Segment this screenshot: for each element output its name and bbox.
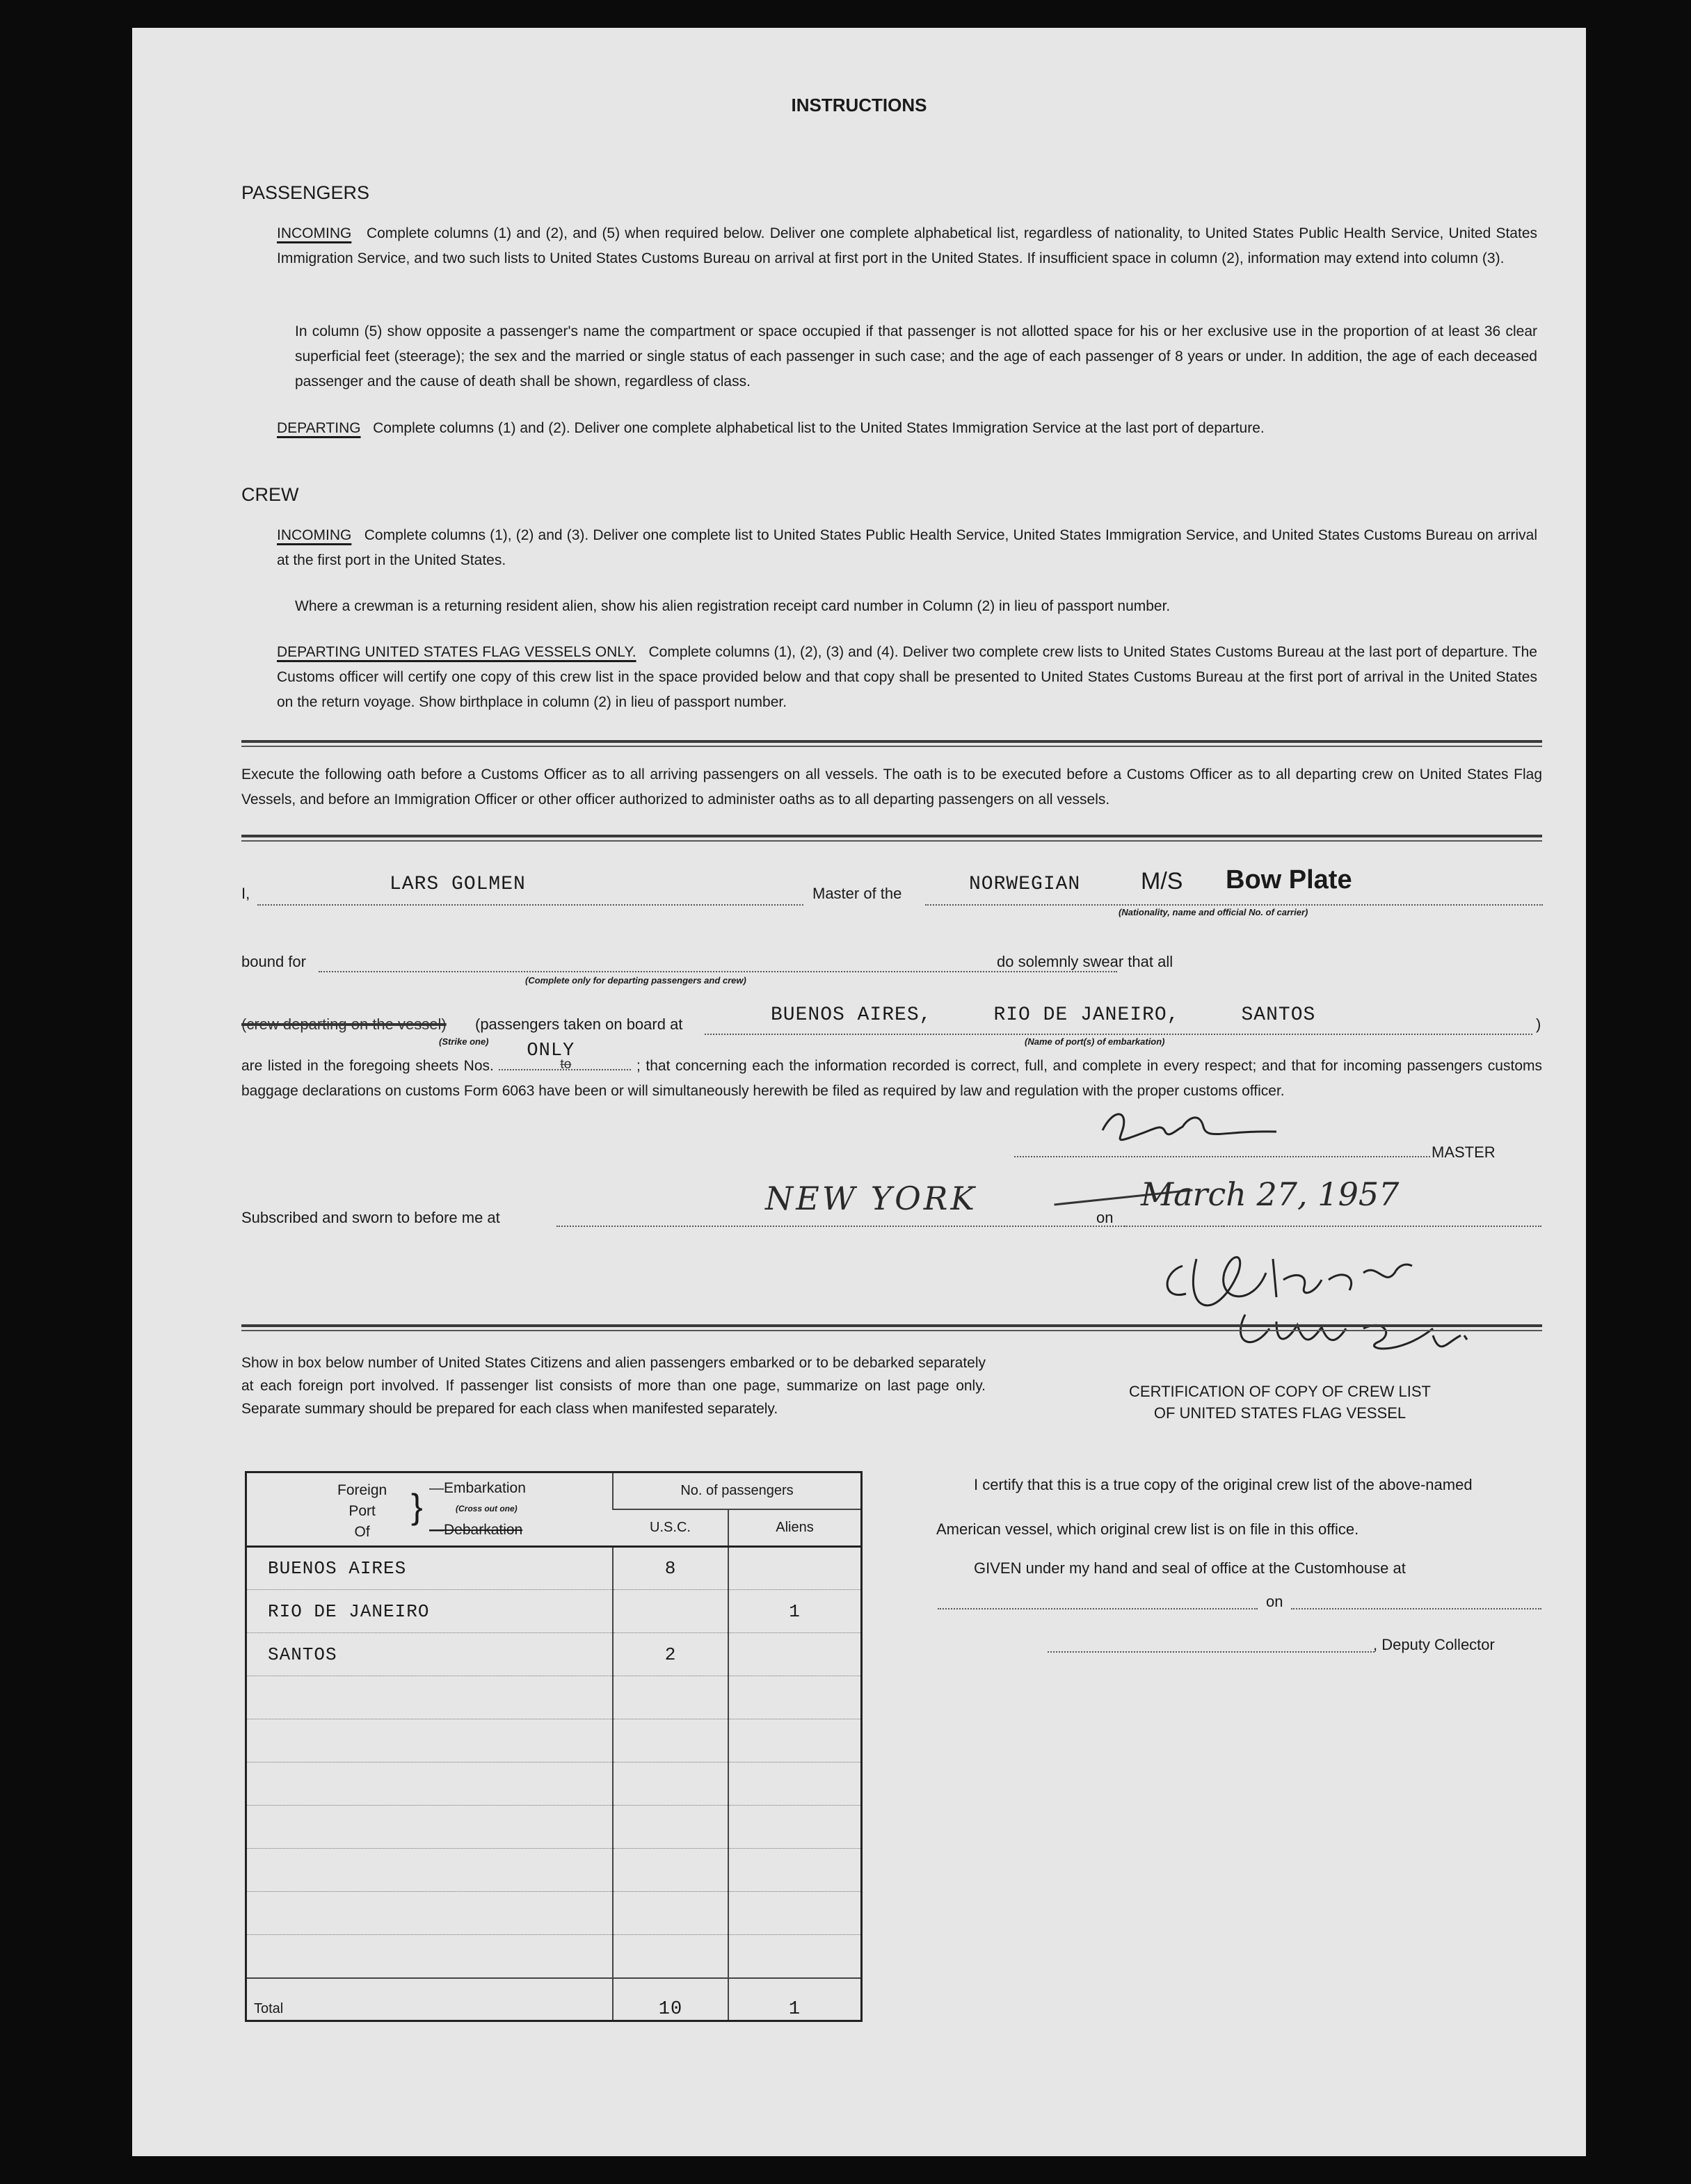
passengers-incoming-text: Complete columns (1) and (2), and (5) when required below. Deliver one complete alphabetical list, regardless of nationality, to United States Public Health Service, United States Immigration Service, and two such lists to United States Customs Bureau on arrival at first port in the United States. If insufficient space in column (2), information may extend into column (3). — [277, 225, 1537, 266]
master-signature-stroke — [1099, 1102, 1280, 1151]
aliens-header: Aliens — [728, 1509, 862, 1547]
aliens-cell[interactable] — [728, 1676, 862, 1719]
customhouse-line[interactable] — [938, 1608, 1258, 1609]
usc-cell[interactable]: 2 — [613, 1633, 728, 1676]
date-line — [1124, 1226, 1541, 1227]
vessel-name-field[interactable]: Bow Plate — [1226, 865, 1352, 894]
bound-for-caption: (Complete only for departing passengers and crew) — [525, 975, 746, 986]
passengers-heading: PASSENGERS — [241, 182, 370, 203]
usc-cell[interactable] — [613, 1719, 728, 1763]
crew-departing-paragraph — [277, 640, 1537, 715]
certification-title-line1: CERTIFICATION OF COPY OF CREW LIST — [1129, 1383, 1431, 1400]
summary-intro: Show in box below number of United States Citizens and alien passengers embarked or to be debarked separately at each foreign port involved. If passenger list consists of more than one page, summarize on last page only. Separate summary should be prepared for each class when manifested separately. — [241, 1355, 986, 1417]
port-cell[interactable] — [246, 1719, 614, 1763]
nationality-line — [925, 904, 1543, 906]
certification-title-line2: OF UNITED STATES FLAG VESSEL — [1153, 1404, 1407, 1422]
deputy-collector-line[interactable] — [1048, 1651, 1375, 1653]
summary-row — [246, 1849, 862, 1892]
deputy-collector-label: , Deputy Collector — [1373, 1636, 1495, 1653]
summary-total-row — [246, 1978, 862, 2021]
cross-out-caption: (Cross out one) — [456, 1504, 518, 1513]
section-divider — [241, 740, 1542, 743]
bound-for-line[interactable] — [319, 971, 1117, 972]
master-name-field[interactable]: LARS GOLMEN — [390, 874, 526, 895]
crew-incoming-text: Complete columns (1), (2) and (3). Deliver one complete list to United States Public Health Service, United States Immigration Service, and United States Customs Bureau on arrival at the first port in the United States. — [277, 527, 1537, 568]
summary-divider-thin — [241, 1330, 1542, 1331]
section-divider-thin — [241, 746, 1542, 747]
summary-row — [246, 1763, 862, 1806]
passengers-column5-paragraph: In column (5) show opposite a passenger's name the compartment or space occupied if that passenger is not allotted space for his or her exclusive use in the proportion of at least 36 clear superficial feet (steerage); the sex and the married or single status of each passenger in such case; and the age of each passenger of 8 years or under. In addition, the age of each deceased passenger and the cause of death shall be shown, regardless of class. — [295, 323, 1537, 390]
ports-line — [705, 1034, 1532, 1035]
passengers-taken-label: (passengers taken on board at — [475, 1015, 683, 1033]
subscribed-label: Subscribed and sworn to before me at — [241, 1209, 500, 1226]
on-label: on — [1096, 1209, 1114, 1226]
ports-caption: (Name of port(s) of embarkation) — [1025, 1036, 1165, 1047]
certification-title — [967, 1381, 1593, 1424]
strike-caption: (Strike one) — [439, 1036, 489, 1047]
master-name-line — [257, 904, 803, 906]
summary-rows — [246, 1547, 862, 1978]
crew-departing-struck: (crew departing on the vessel) — [241, 1015, 447, 1033]
summary-row — [246, 1719, 862, 1763]
oath-divider — [241, 835, 1542, 837]
debarkation-label: —Debarkation — [429, 1522, 523, 1538]
port-cell[interactable] — [246, 1849, 614, 1892]
port-label: Port — [348, 1503, 376, 1519]
aliens-cell[interactable] — [728, 1719, 862, 1763]
usc-cell[interactable]: 8 — [613, 1547, 728, 1590]
passengers-departing-paragraph — [277, 416, 1537, 441]
crew-resident-paragraph: Where a crewman is a returning resident alien, show his alien registration receipt card number in Column (2) in lieu of passport number. — [295, 598, 1171, 614]
aliens-cell[interactable] — [728, 1633, 862, 1676]
port-cell[interactable] — [246, 1892, 614, 1935]
aliens-cell[interactable] — [728, 1935, 862, 1978]
no-of-passengers-header: No. of passengers — [613, 1472, 862, 1510]
summary-row — [246, 1892, 862, 1935]
aliens-cell[interactable]: 1 — [728, 1590, 862, 1633]
crew-departing-label: DEPARTING UNITED STATES FLAG VESSELS ONLY. — [277, 644, 636, 660]
aliens-cell[interactable] — [728, 1849, 862, 1892]
port-cell[interactable] — [246, 1935, 614, 1978]
master-of-label: Master of the — [812, 885, 902, 902]
summary-row — [246, 1590, 862, 1633]
total-label: Total — [246, 1978, 614, 2021]
sheet-nos-value: ONLY — [527, 1041, 575, 1061]
usc-cell[interactable] — [613, 1849, 728, 1892]
usc-header: U.S.C. — [613, 1509, 728, 1547]
nationality-field[interactable]: NORWEGIAN — [969, 874, 1081, 895]
port-cell[interactable] — [246, 1676, 614, 1719]
passengers-departing-text: Complete columns (1) and (2). Deliver one complete alphabetical list to the United States Immigration Service at the last port of departure. — [373, 420, 1265, 436]
sheet-nos-struck: to — [560, 1057, 572, 1072]
oath-divider-thin — [241, 840, 1542, 842]
port-cell[interactable] — [246, 1763, 614, 1806]
ports-close-paren: ) — [1536, 1015, 1541, 1033]
summary-row — [246, 1547, 862, 1590]
ports-field[interactable]: BUENOS AIRES, RIO DE JANEIRO, SANTOS — [771, 1004, 1316, 1026]
summary-header-row-1 — [246, 1472, 862, 1510]
port-cell[interactable]: SANTOS — [246, 1633, 614, 1676]
crew-departing-text: Complete columns (1), (2), (3) and (4). Deliver two complete crew lists to United States Customs Bureau at the last port of departure. The Customs officer will certify one copy of this crew list in the space provided below and that copy shall be presented to United States Customs Bureau at the first port of arrival in the United States on the return voyage. Show birthplace in column (2) in lieu of passport number. — [277, 644, 1537, 710]
master-signature — [1099, 1102, 1280, 1160]
crew-incoming-paragraph — [277, 523, 1537, 573]
certification-line2: American vessel, which original crew list is on file in this office. — [936, 1520, 1359, 1538]
port-cell[interactable]: RIO DE JANEIRO — [246, 1590, 614, 1633]
officer-signature-stroke — [1155, 1231, 1475, 1363]
master-label: MASTER — [1432, 1143, 1496, 1161]
aliens-cell[interactable] — [728, 1806, 862, 1849]
summary-row — [246, 1676, 862, 1719]
summary-divider — [241, 1324, 1542, 1327]
certification-line3: GIVEN under my hand and seal of office at the Customhouse at — [974, 1559, 1406, 1577]
crew-heading: CREW — [241, 484, 299, 505]
passengers-incoming-label: INCOMING — [277, 225, 352, 241]
summary-row — [246, 1806, 862, 1849]
aliens-cell[interactable] — [728, 1892, 862, 1935]
summary-row — [246, 1633, 862, 1676]
bound-for-label: bound for — [241, 953, 306, 970]
aliens-cell[interactable] — [728, 1547, 862, 1590]
of-label: Of — [354, 1524, 370, 1540]
vessel-prefix: M/S — [1141, 868, 1183, 894]
total-aliens[interactable]: 1 — [728, 1978, 862, 2021]
aliens-cell[interactable] — [728, 1763, 862, 1806]
usc-cell[interactable] — [613, 1763, 728, 1806]
vessel-caption: (Nationality, name and official No. of carrier) — [1119, 907, 1308, 917]
usc-cell[interactable] — [613, 1676, 728, 1719]
passengers-incoming-paragraph — [277, 221, 1537, 271]
usc-cell[interactable] — [613, 1590, 728, 1633]
header-brace: } — [411, 1487, 423, 1526]
certify-text: ; that concerning each the information recorded is correct, full, and complete in every respect; and that for incoming passengers customs baggage declarations on customs Form 6063 have been or will simultaneously herewith be filed as required by law and regulation with the proper customs officer. — [241, 1058, 1542, 1099]
passengers-departing-label: DEPARTING — [277, 420, 361, 436]
document-page — [132, 28, 1586, 2156]
foreign-port-labels — [337, 1480, 387, 1543]
usc-cell[interactable] — [613, 1806, 728, 1849]
usc-cell[interactable] — [613, 1892, 728, 1935]
passenger-summary-table — [245, 1471, 863, 2022]
total-usc[interactable]: 10 — [613, 1978, 728, 2021]
embarkation-label: —Embarkation — [429, 1480, 526, 1496]
certification-date-line[interactable] — [1291, 1608, 1541, 1609]
port-cell[interactable]: BUENOS AIRES — [246, 1547, 614, 1590]
certification-on-label: on — [1266, 1593, 1283, 1610]
instructions-title: INSTRUCTIONS — [791, 95, 927, 115]
master-signature-line — [1014, 1156, 1430, 1157]
date-field[interactable]: March 27, 1957 — [1141, 1175, 1400, 1213]
oath-intro: Execute the following oath before a Customs Officer as to all arriving passengers on all vessels. The oath is to be executed before a Customs Officer as to all departing crew on United States Flag Vessels, and before an Immigration Officer or other officer authorized to administer oaths as to all departing passengers on all vessels. — [241, 766, 1542, 808]
port-cell[interactable] — [246, 1806, 614, 1849]
sheet-nos-field[interactable] — [499, 1041, 631, 1072]
usc-cell[interactable] — [613, 1935, 728, 1978]
foreign-port-header — [246, 1472, 614, 1547]
certification-line1: I certify that this is a true copy of the original crew list of the above-named — [974, 1476, 1473, 1493]
listed-label: are listed in the foregoing sheets Nos. — [241, 1058, 494, 1074]
foreign-label: Foreign — [337, 1482, 387, 1498]
summary-row — [246, 1935, 862, 1978]
oath-i-label: I, — [241, 885, 250, 902]
place-field[interactable]: NEW YORK — [765, 1180, 977, 1217]
swear-label: do solemnly swear that all — [997, 953, 1173, 970]
crew-incoming-label: INCOMING — [277, 527, 352, 543]
officer-signature — [1155, 1231, 1475, 1367]
